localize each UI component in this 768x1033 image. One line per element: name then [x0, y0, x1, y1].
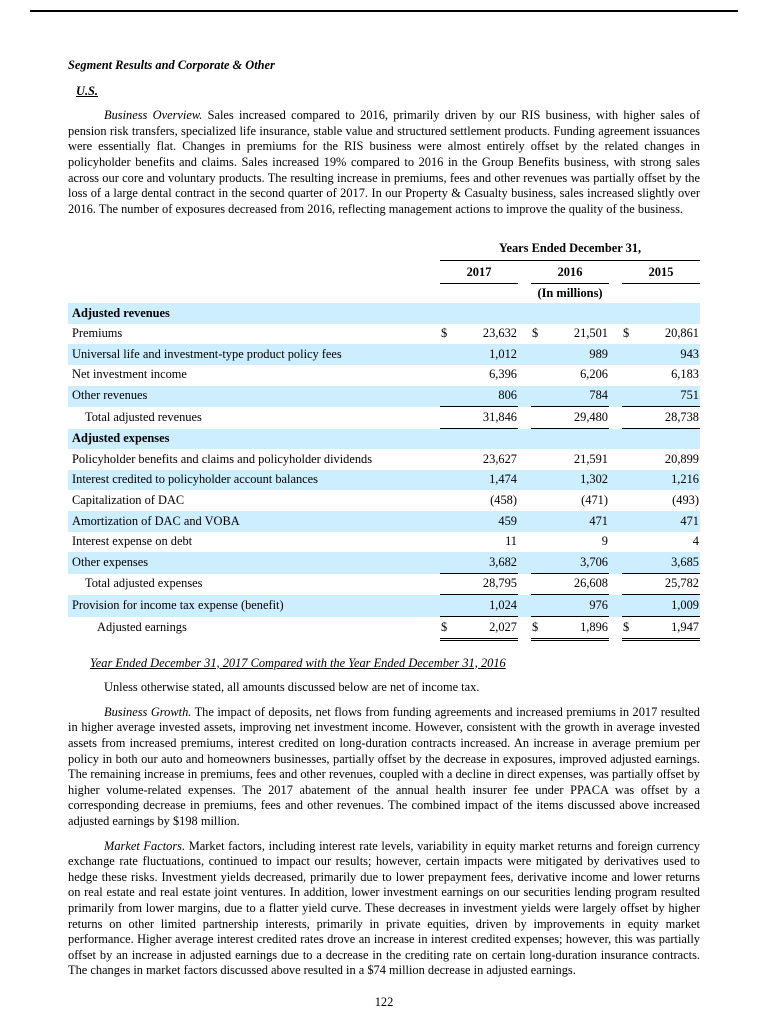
column-gap — [609, 470, 622, 491]
column-gap — [518, 552, 531, 574]
market-factors-lead: Market Factors. — [104, 838, 186, 853]
row-value: 943 — [680, 346, 699, 361]
column-gap — [518, 511, 531, 532]
table-row — [68, 617, 700, 641]
year-column-header-2016: 2016 — [531, 261, 609, 284]
row-value: 1,896 — [580, 619, 608, 634]
table-units-label: (In millions) — [537, 285, 603, 300]
row-value: 471 — [680, 513, 699, 528]
currency-symbol: $ — [532, 326, 539, 341]
row-value-cell — [440, 552, 518, 574]
row-value: 1,474 — [489, 472, 517, 487]
column-gap — [427, 552, 440, 574]
row-value: 21,501 — [573, 326, 608, 341]
row-label: Premiums — [72, 326, 123, 341]
table-row — [68, 303, 700, 324]
row-value-cell — [440, 344, 518, 365]
row-value: 11 — [505, 534, 517, 549]
column-gap — [427, 386, 440, 408]
row-value-cell — [440, 574, 518, 596]
column-gap — [427, 344, 440, 365]
column-gap — [427, 532, 440, 553]
column-gap — [609, 344, 622, 365]
business-overview-lead: Business Overview. — [104, 108, 203, 123]
row-value: 751 — [680, 388, 699, 402]
row-value: 28,738 — [664, 409, 699, 424]
column-gap — [609, 511, 622, 532]
row-value: 3,682 — [489, 554, 517, 569]
row-value: 4 — [692, 534, 699, 549]
table-row — [68, 532, 700, 553]
row-value-cell — [440, 617, 518, 641]
table-row — [68, 552, 700, 574]
row-label: Interest credited to policyholder account balances — [72, 472, 318, 487]
column-gap — [609, 490, 622, 511]
row-value: (493) — [672, 492, 699, 507]
table-units-row — [68, 284, 700, 304]
column-gap — [518, 574, 531, 596]
currency-symbol: $ — [623, 326, 630, 341]
row-value: 3,685 — [671, 554, 699, 569]
table-year-header-row — [68, 261, 700, 284]
market-factors-text: Market factors, including interest rate levels, variability in equity market returns and foreign currency exchange rate fluctuations, continued to impact our results; however, certain impacts were mitigated by derivatives used to hedge these risks. Investment yields decreased, primarily due to lower prepayment fees, derivative income and lower returns on real estate and real estate joint ventures. In addition, lower investment earnings on our securities lending program resulted primarily from lower margins, due to a flatter yield curve. These decreases in investment yields were largely offset by higher returns on other limited partnership interests, primarily in private equities, driven by improvements in equity market performance. Higher average interest credited rates drove an increase in interest credited expenses; however, this was partially offset by an increase in adjusted earnings due to a decrease in the crediting rate on certain long-duration insurance contracts. The changes in market factors discussed above resulted in a $74 million decrease in adjusted earnings. — [68, 838, 700, 978]
business-growth-lead: Business Growth. — [104, 704, 192, 719]
currency-symbol: $ — [623, 619, 630, 634]
row-value-cell — [622, 470, 700, 491]
row-value-cell — [440, 470, 518, 491]
row-value-cell — [440, 386, 518, 408]
row-value-cell — [622, 490, 700, 511]
column-gap — [427, 617, 440, 641]
row-label: Adjusted expenses — [72, 431, 170, 446]
market-factors-paragraph — [68, 839, 700, 979]
table-period-header-row — [68, 241, 700, 261]
row-value: 989 — [589, 346, 608, 361]
column-gap — [427, 449, 440, 470]
row-value: 6,206 — [580, 367, 608, 382]
column-gap — [609, 324, 622, 345]
net-of-tax-paragraph: Unless otherwise stated, all amounts discussed below are net of income tax. — [104, 680, 480, 695]
column-gap — [609, 386, 622, 408]
column-gap — [427, 407, 440, 429]
row-value: 2,027 — [489, 619, 517, 634]
row-value-cell — [622, 617, 700, 641]
column-gap — [518, 324, 531, 345]
currency-symbol: $ — [441, 619, 448, 634]
row-label: Policyholder benefits and claims and policyholder dividends — [72, 451, 373, 466]
row-value-cell — [531, 386, 609, 408]
row-value-cell — [531, 511, 609, 532]
business-growth-paragraph — [68, 705, 700, 830]
table-body — [68, 303, 700, 641]
row-value-cell — [440, 595, 518, 617]
row-value: 471 — [589, 513, 608, 528]
row-value-cell — [622, 552, 700, 574]
table-row — [68, 595, 700, 617]
row-label: Universal life and investment-type product policy fees — [72, 346, 342, 361]
column-gap — [518, 617, 531, 641]
row-value-cell — [622, 386, 700, 408]
row-value-cell — [622, 407, 700, 429]
row-value: 31,846 — [482, 409, 517, 424]
column-gap — [518, 365, 531, 386]
row-value: 459 — [498, 513, 517, 528]
row-label: Amortization of DAC and VOBA — [72, 513, 240, 528]
row-value: 1,947 — [671, 619, 699, 634]
row-value: 6,183 — [671, 367, 699, 382]
table-row — [68, 386, 700, 408]
row-value-cell — [531, 574, 609, 596]
row-value: 1,009 — [671, 597, 699, 612]
column-gap — [609, 595, 622, 617]
row-value-cell — [622, 344, 700, 365]
financial-results-table — [68, 241, 700, 640]
row-value: 29,480 — [573, 409, 608, 424]
column-gap — [427, 511, 440, 532]
row-label: Other expenses — [72, 554, 149, 569]
row-value: 21,591 — [573, 451, 608, 466]
row-value-cell — [531, 344, 609, 365]
column-gap — [427, 574, 440, 596]
row-value-cell — [531, 324, 609, 345]
table-row — [68, 324, 700, 345]
row-value: 23,632 — [482, 326, 517, 341]
row-value-cell — [531, 470, 609, 491]
row-value: 25,782 — [664, 576, 699, 591]
column-gap — [518, 470, 531, 491]
row-label: Adjusted earnings — [97, 619, 187, 634]
row-value: 26,608 — [573, 576, 608, 591]
table-row — [68, 574, 700, 596]
row-value-cell — [622, 324, 700, 345]
row-value: 3,706 — [580, 554, 608, 569]
column-gap — [518, 532, 531, 553]
column-gap — [609, 574, 622, 596]
row-label: Net investment income — [72, 367, 187, 382]
currency-symbol: $ — [441, 326, 448, 341]
year-column-header-2017: 2017 — [440, 261, 518, 284]
section-heading: Segment Results and Corporate & Other — [68, 58, 275, 72]
row-value: 28,795 — [482, 576, 517, 591]
row-value: 784 — [589, 388, 608, 402]
row-label: Adjusted revenues — [72, 305, 170, 320]
row-label: Total adjusted expenses — [85, 576, 203, 591]
row-value: 1,302 — [580, 472, 608, 487]
column-gap — [518, 490, 531, 511]
row-value-cell — [622, 449, 700, 470]
row-label: Other revenues — [72, 388, 148, 402]
business-overview-text: Sales increased compared to 2016, primarily driven by our RIS business, with higher sales of pension risk transfers, specialized life insurance, stable value and structured settlement products. Funding agreement issuances were essentially flat. Changes in premiums for the RIS business were almost entirely offset by the related changes in policyholder benefits and claims. Sales increased 19% compared to 2016 in the Group Benefits business, with strong sales across our core and voluntary products. The resulting increase in premiums, fees and other revenues was partially offset by the loss of a large dental contract in the second quarter of 2017. In our Property & Casualty business, sales increased slightly over 2016. The number of exposures decreased from 2016, reflecting management actions to improve the quality of the business. — [68, 108, 700, 216]
row-value-cell — [622, 532, 700, 553]
row-value-cell — [531, 552, 609, 574]
subsection-heading-us: U.S. — [76, 83, 99, 98]
row-value-cell — [440, 449, 518, 470]
table-row — [68, 511, 700, 532]
column-gap — [609, 532, 622, 553]
table-row — [68, 365, 700, 386]
row-value-cell — [440, 490, 518, 511]
row-value-cell — [531, 595, 609, 617]
table-row — [68, 490, 700, 511]
table-row — [68, 449, 700, 470]
page-number: 122 — [374, 994, 394, 1009]
table-row — [68, 407, 700, 429]
column-gap — [518, 386, 531, 408]
row-value-cell — [440, 324, 518, 345]
column-gap — [518, 344, 531, 365]
column-gap — [609, 617, 622, 641]
column-gap — [609, 407, 622, 429]
column-gap — [427, 365, 440, 386]
column-gap — [609, 365, 622, 386]
row-value-cell — [622, 365, 700, 386]
row-value-cell — [440, 532, 518, 553]
column-gap — [609, 449, 622, 470]
page-top-divider — [30, 10, 738, 12]
row-value: 9 — [601, 534, 608, 549]
row-label: Capitalization of DAC — [72, 492, 185, 507]
row-value: 20,899 — [664, 451, 699, 466]
row-value-cell — [531, 407, 609, 429]
row-value: (471) — [581, 492, 608, 507]
row-value-cell — [622, 574, 700, 596]
table-period-header: Years Ended December 31, — [440, 241, 700, 261]
column-gap — [609, 552, 622, 574]
column-gap — [518, 407, 531, 429]
comparison-heading: Year Ended December 31, 2017 Compared with the Year Ended December 31, 2016 — [90, 655, 506, 670]
row-value-cell — [622, 595, 700, 617]
row-value: 6,396 — [489, 367, 517, 382]
table-row — [68, 470, 700, 491]
business-overview-paragraph — [68, 108, 700, 217]
row-value: 20,861 — [664, 326, 699, 341]
column-gap — [427, 324, 440, 345]
row-label: Provision for income tax expense (benefit) — [72, 597, 284, 612]
column-gap — [427, 595, 440, 617]
row-value: 1,024 — [489, 597, 517, 612]
row-value-cell — [531, 617, 609, 641]
row-label: Interest expense on debt — [72, 534, 193, 549]
business-growth-text: The impact of deposits, net flows from funding agreements and increased premiums in 2017 resulted in higher average invested assets, improving net investment income. However, consistent with the growth in average invested assets from increased premiums, interest credited on long-duration contracts increased. An increase in average premium per policy in both our auto and homeowners businesses, partially offset by the decrease in exposures, improved adjusted earnings. The remaining increase in premiums, fees and other revenues, coupled with a decline in direct expenses, was partially offset by higher volume-related expenses. The 2017 abatement of the annual health insurer fee under PPACA was offset by a corresponding decrease in premiums, fees and other revenues. The combined impact of the items discussed above increased adjusted earnings by $198 million. — [68, 704, 700, 828]
column-gap — [518, 595, 531, 617]
row-value-cell — [531, 490, 609, 511]
row-value-cell — [440, 511, 518, 532]
row-label: Total adjusted revenues — [85, 409, 202, 424]
row-value: (458) — [490, 492, 517, 507]
row-value: 806 — [498, 388, 517, 402]
row-value: 1,216 — [671, 472, 699, 487]
row-value-cell — [531, 365, 609, 386]
row-value: 1,012 — [489, 346, 517, 361]
column-gap — [427, 490, 440, 511]
row-value-cell — [622, 511, 700, 532]
year-column-header-2015: 2015 — [622, 261, 700, 284]
row-value-cell — [440, 407, 518, 429]
row-value: 23,627 — [482, 451, 517, 466]
table-row — [68, 429, 700, 450]
column-gap — [427, 470, 440, 491]
row-value: 976 — [589, 597, 608, 612]
currency-symbol: $ — [532, 619, 539, 634]
row-value-cell — [531, 532, 609, 553]
column-gap — [518, 449, 531, 470]
table-row — [68, 344, 700, 365]
row-value-cell — [440, 365, 518, 386]
row-value-cell — [531, 449, 609, 470]
